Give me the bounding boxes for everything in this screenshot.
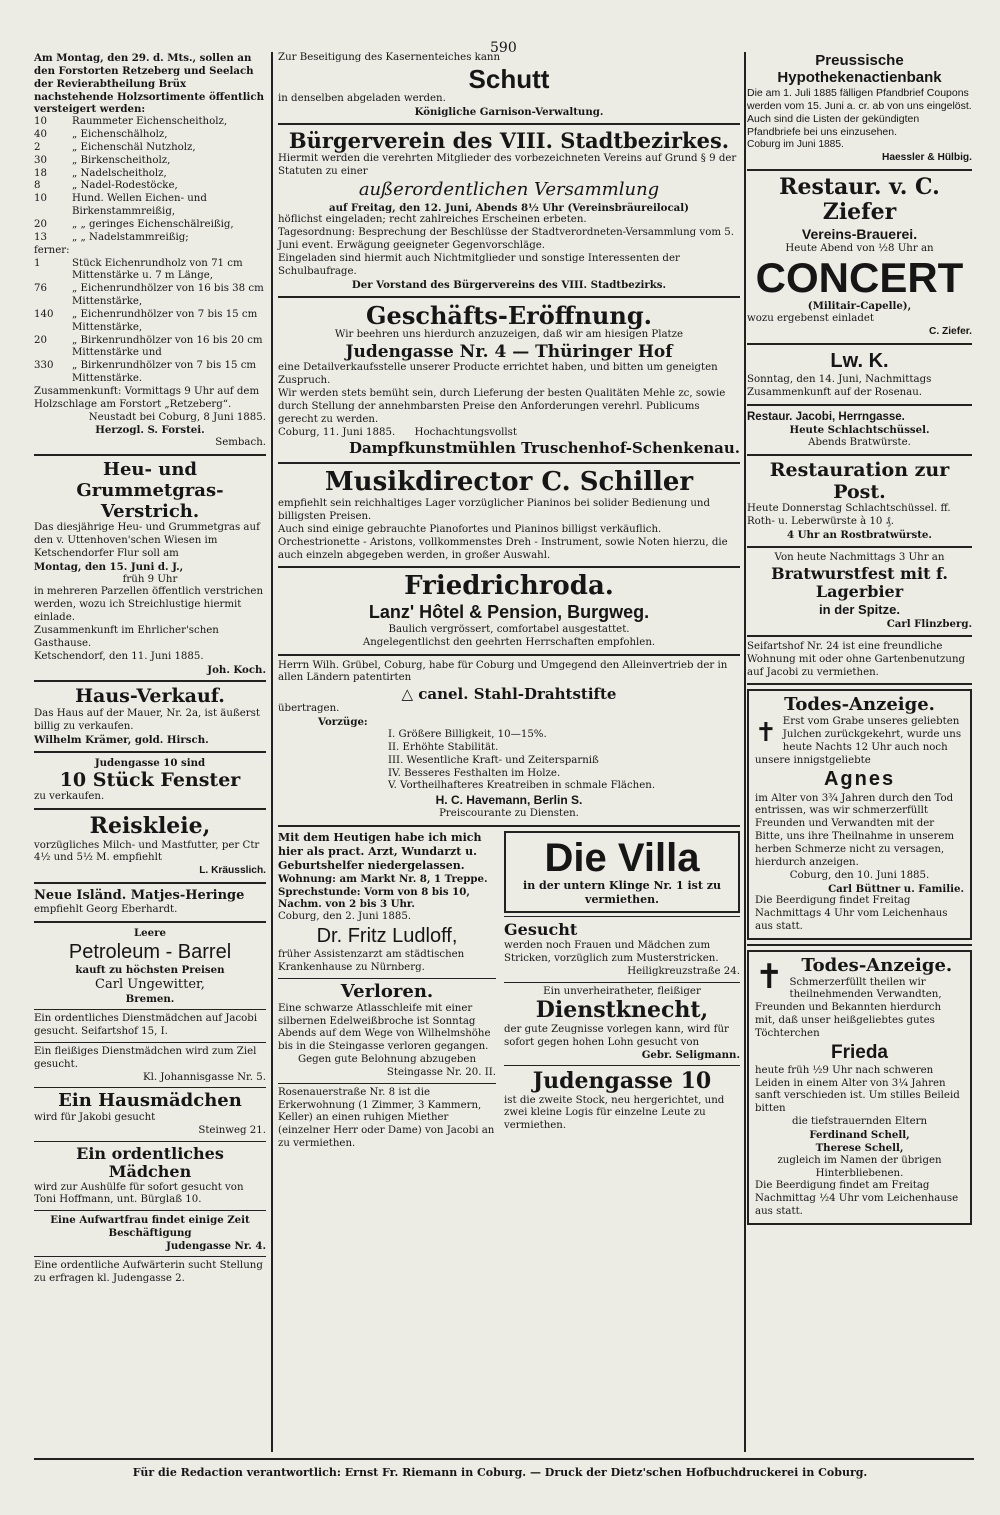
reis-title: Reiskleie, (89, 813, 211, 840)
schutt-line2: in denselben abgeladen werden. (278, 93, 446, 105)
ad-ludloff (278, 831, 496, 975)
hausmaedchen-addr: Steinweg 21. (198, 1124, 266, 1136)
divider (747, 546, 972, 548)
havemann-body: Herrn Wilh. Grübel, Coburg, habe für Coburg und Umgegend den Alleinvertrieb der in allen Ländern patentirten (278, 659, 728, 684)
divider (34, 1009, 266, 1010)
forst-item: 40 „ Eichenschälholz, (34, 129, 168, 141)
hypo-title: Preussische Hypothekenactienbank (777, 52, 942, 87)
ad-schiller (278, 468, 740, 562)
ad-matjes (34, 888, 266, 917)
schutt-sign: Königliche Garnison-Verwaltung. (414, 106, 604, 119)
post-body: Heute Donnerstag Schlachtschüssel. ff. Roth- u. Leberwürste à 10 ₰. (747, 503, 951, 528)
havemann-point: I. Größere Billigkeit, 10—15%. (388, 728, 547, 740)
petroleum-body: kauft zu höchsten Preisen (75, 964, 225, 977)
forst-item: 10 Hund. Wellen Eichen- und Birkenstammreißig, (34, 193, 207, 218)
tod2-title: Todes-Anzeige. (801, 954, 953, 976)
geschaeft-sign: Dampfkunstmühlen Truschenhof-Schenkenau. (348, 439, 740, 458)
haus-title: Haus-Verkauf. (75, 685, 225, 708)
divider (34, 680, 266, 682)
divider (278, 462, 740, 464)
spitze-sub: in der Spitze. (819, 601, 900, 617)
friedrichroda-body2: Angelegentlichst den geehrten Herrschaften empfohlen. (362, 636, 656, 648)
post-title: Restauration zur Post. (769, 458, 950, 503)
spitze-sign: Carl Flinzberg. (886, 618, 972, 631)
judengasse10-title: Judengasse 10 (532, 1068, 712, 1095)
heu-body2: in mehreren Parzellen öffentlich verstrichen werden, wozu ich Streichlustige hiermit einlade. (34, 586, 264, 624)
divider (504, 1065, 740, 1066)
ziefer-sub: Vereins-Brauerei. (801, 225, 918, 242)
small1-text: Ein ordentliches Dienstmädchen auf Jacobi gesucht. Seifartshof 15, I. (34, 1013, 258, 1038)
ad-todesanzeige-frieda (747, 950, 972, 1225)
friedrichroda-title2: Lanz' Hôtel & Pension, Burgweg. (368, 602, 650, 623)
heu-body: Das diesjährige Heu- und Grummetgras auf den v. Uttenhoven'schen Wiesen im Ketschendorfer Flur soll am (34, 522, 260, 559)
forst-place: Neustadt bei Coburg, 8 Juni 1885. (88, 411, 266, 423)
divider (278, 296, 740, 298)
forst-item: 10 Raummeter Eichenscheitholz, (34, 116, 228, 128)
tod1-sign: Carl Büttner u. Familie. (828, 882, 964, 895)
fenster-line1: Judengasse 10 sind (94, 756, 206, 769)
buerger-body3: Eingeladen sind hiermit auch Nichtmitglieder und sonstige Interessenten der Schulbaufrage. (278, 253, 680, 277)
ad-heu (34, 460, 266, 676)
hausmaedchen-title: Ein Hausmädchen (58, 1090, 242, 1112)
reis-sign: L. Kräusslich. (199, 865, 266, 877)
forst-item: 13 „ „ Nadelstammreißig; (34, 231, 189, 243)
buerger-title: Bürgerverein des VIII. Stadtbezirkes. (288, 128, 730, 154)
ad-post (747, 460, 972, 542)
ziefer-body: Heute Abend von ½8 Uhr an (785, 243, 934, 255)
heu-time: früh 9 Uhr (122, 573, 178, 585)
divider (34, 1087, 266, 1088)
ad-judengasse10 (504, 1069, 740, 1133)
column-middle (278, 52, 740, 1154)
ad-villa (504, 831, 740, 913)
hypo-body2: Auch sind die Listen der gekündigten Pfandbriefe bei uns einzusehen. (747, 112, 920, 139)
hypo-place: Coburg im Juni 1885. (747, 139, 844, 151)
ziefer-body2: wozu ergebenst einladet (747, 313, 874, 325)
haus-body: Das Haus auf der Mauer, Nr. 2a, ist äußerst billig zu verkaufen. (34, 708, 260, 733)
gesucht-body: werden noch Frauen und Mädchen zum Stricken, vorzüglich zum Musterstricken. (504, 940, 719, 964)
geschaeft-body: Wir beehren uns hierdurch anzuzeigen, daß wir am hiesigen Platze (334, 329, 684, 341)
buerger-title2: außerordentlichen Versammlung (358, 178, 660, 200)
ad-hausmaedchen (34, 1091, 266, 1137)
divider (34, 1256, 266, 1257)
column-rule (271, 52, 273, 1452)
petroleum-sign: Carl Ungewitter, (95, 976, 205, 992)
ludloff-sign2: früher Assistenzarzt am städtischen Krankenhause zu Nürnberg. (278, 949, 465, 974)
ludloff-addr: Wohnung: am Markt Nr. 8, 1 Treppe. (278, 872, 488, 885)
ad-todesanzeige-agnes (747, 689, 972, 940)
column-left (34, 52, 266, 1288)
jacobi-title: Restaur. Jacobi, Herrngasse. (747, 410, 905, 423)
divider (747, 635, 972, 637)
fenster-title: 10 Stück Fenster (59, 768, 241, 791)
gesucht-addr: Heiligkreuzstraße 24. (627, 965, 740, 977)
schutt-title: Schutt (468, 63, 550, 94)
dienstknecht-body: der gute Zeugnisse vorlegen kann, wird für sofort gegen hohen Lohn gesucht von (504, 1023, 729, 1048)
petroleum-sign2: Bremen. (125, 993, 175, 1006)
imprint-footer: Für die Redaction verantwortlich: Ernst Fr. Riemann in Coburg. — Druck der Dietz'schen Hofbuchdruckerei in Coburg. (132, 1466, 868, 1479)
ad-hypothekenbank (747, 52, 972, 165)
divider (504, 916, 740, 917)
havemann-body2: übertragen. (278, 703, 340, 715)
ordentliches-title: Ein ordentliches Mädchen (76, 1143, 224, 1182)
ad-aufwartfrau (34, 1214, 266, 1253)
petroleum-line1: Leere (134, 927, 166, 940)
forst-intro: Am Montag, den 29. d. Mts., sollen an den Forstorten Retzeberg und Seelach der Revierabtheilung Brüx nachstehende Holzsortimente öffentlich versteigert werden: (34, 52, 265, 116)
divider (34, 808, 266, 810)
aufwartfrau-addr: Judengasse Nr. 4. (166, 1239, 266, 1252)
ad-verloren (278, 982, 496, 1080)
ziefer-sign: C. Ziefer. (928, 325, 972, 337)
ad-dienstmaedchen2 (34, 1046, 266, 1085)
ad-dienstknecht (504, 986, 740, 1063)
ad-rosenau (278, 1087, 496, 1151)
divider (747, 454, 972, 456)
divider (747, 404, 972, 406)
dienstknecht-line1: Ein unverheiratheter, fleißiger (543, 985, 701, 997)
tod1-funeral: Die Beerdigung findet Freitag Nachmittags 4 Uhr vom Leichenhaus aus statt. (755, 895, 948, 933)
matjes-title: Neue Isländ. Matjes-Heringe (34, 888, 245, 904)
geschaeft-body2: eine Detailverkaufsstelle unserer Producte errichtet haben, und bitten um geneigten Zuspruch. (278, 362, 718, 387)
ad-ordentliches (34, 1145, 266, 1207)
tod2-funeral: Die Beerdigung findet am Freitag Nachmittag ½4 Uhr vom Leichenhause aus statt. (755, 1180, 959, 1218)
divider (34, 454, 266, 456)
hypo-body: Die am 1. Juli 1885 fälligen Pfandbrief Coupons werden vom 15. Juni a. cr. ab von uns eingelöst. (747, 86, 972, 112)
tod2-sign2: Therese Schell, (815, 1141, 904, 1154)
jacobi-body: Heute Schlachtschüssel. (789, 424, 930, 437)
divider (278, 566, 740, 568)
heu-title: Heu- und Grummetgras-Verstrich. (76, 459, 224, 522)
forst-item: 20 „ „ geringes Eichenschälreißig, (34, 218, 234, 230)
column-right (747, 52, 972, 1228)
divider (278, 654, 740, 656)
ludloff-sign: Dr. Fritz Ludloff, (316, 925, 458, 948)
cross-icon: ✝ (755, 956, 784, 997)
friedrichroda-title: Friedrichroda. (404, 571, 614, 602)
tod2-sign0: die tiefstrauernden Eltern (791, 1116, 928, 1128)
petroleum-title: Petroleum - Barrel (68, 941, 232, 964)
villa-title: Die Villa (544, 836, 700, 881)
dienstknecht-title: Dienstknecht, (535, 997, 709, 1024)
forst-item: 140 „ Eichenrundhölzer von 7 bis 15 cm Mittenstärke, (34, 308, 258, 333)
column-rule (744, 52, 746, 1452)
havemann-point: V. Vortheilhafteres Kreatreiben in schmale Flächen. (388, 780, 656, 792)
verloren-body: Eine schwarze Atlasschleife mit einer silbernen Edelweißbroche ist Sonntag Abends auf dem Wege von Wilhelmshöhe bis in die Steingasse verloren gegangen. (278, 1002, 491, 1053)
geschaeft-title: Geschäfts-Eröffnung. (366, 300, 652, 330)
lwk-body: Sonntag, den 14. Juni, Nachmittags Zusammenkunft auf der Rosenau. (747, 373, 932, 398)
jacobi-body2: Abends Bratwürste. (808, 436, 911, 448)
bottom-middle-right (504, 831, 740, 1154)
buerger-date: auf Freitag, den 12. Juni, Abends 8½ Uhr (Vereinsbräureilocal) (329, 201, 689, 214)
ad-gesucht (504, 920, 740, 979)
spitze-title: Bratwurstfest mit f. Lagerbier (771, 563, 948, 602)
small2-addr: Kl. Johannisgasse Nr. 5. (143, 1071, 266, 1083)
geschaeft-body3: Wir werden stets bemüht sein, durch Lieferung der besten Qualitäten Mehle zc, sowie durch Stellung der annehmbarsten Preise den Anforderungen verehrl. Publicums gerecht zu werden. (278, 388, 726, 425)
hypo-sign: Haessler & Hülbig. (881, 152, 972, 164)
cross-icon: ✝ (755, 718, 777, 749)
tod1-place: Coburg, den 10. Juni 1885. (789, 869, 930, 881)
buerger-body2: höflichst eingeladen; recht zahlreiches Erscheinen erbeten. (278, 214, 587, 226)
ad-fenster (34, 757, 266, 805)
haus-sign: Wilhelm Krämer, gold. Hirsch. (34, 733, 209, 746)
divider (278, 978, 496, 979)
aufwaerterin-text: Eine ordentliche Aufwärterin sucht Stellung zu erfragen kl. Judengasse 2. (34, 1259, 263, 1284)
buerger-body: Hiermit werden die verehrten Mitglieder des vorbezeichneten Vereins auf Grund § 9 der Statuten zu einer (278, 153, 737, 178)
schiller-body: empfiehlt sein reichhaltiges Lager vorzüglicher Pianinos bei solider Bedienung und billigsten Preisen. (278, 498, 710, 523)
ad-forst (34, 52, 266, 450)
ad-geschaeftseroeffnung (278, 302, 740, 459)
havemann-point: IV. Besseres Festhalten im Holze. (388, 767, 561, 779)
ad-friedrichroda (278, 572, 740, 649)
aufwartfrau-title: Eine Aufwartfrau findet einige Zeit Beschäftigung (50, 1214, 250, 1240)
tod2-sign3: zugleich im Namen der übrigen Hinterbliebenen. (777, 1154, 942, 1179)
tod1-body: Erst vom Grabe unseres geliebten Julchen zurückgekehrt, wurde uns heute Nachts 12 Uhr auch noch unsere innigstgeliebte (755, 716, 962, 766)
heu-meet: Zusammenkunft im Ehrlicher'schen Gasthause. (34, 624, 219, 649)
matjes-body: empfiehlt Georg Eberhardt. (34, 904, 178, 916)
divider (278, 123, 740, 125)
villa-body: in der untern Klinge Nr. 1 ist zu vermiethen. (523, 879, 721, 906)
tod2-name: Frieda (830, 1041, 889, 1063)
ludloff-title: Mit dem Heutigen habe ich mich hier als pract. Arzt, Wundarzt u. Geburtshelfer niedergelassen. (278, 831, 482, 872)
divider (747, 343, 972, 345)
divider (278, 1083, 496, 1084)
heu-sign: Joh. Koch. (207, 663, 266, 676)
divider (34, 882, 266, 884)
schiller-title: Musikdirector C. Schiller (324, 467, 694, 498)
divider (747, 944, 972, 946)
havemann-point: II. Erhöhte Stabilität. (388, 741, 499, 753)
hausmaedchen-body: wird für Jakobi gesucht (34, 1112, 156, 1124)
forst-item: 2 „ Eichenschäl Nutzholz, (34, 141, 196, 153)
ad-reiskleie (34, 814, 266, 878)
divider (34, 751, 266, 753)
ordentliches-body: wird zur Aushülfe für sofort gesucht von Toni Hoffmann, unt. Bürglaß 10. (34, 1181, 244, 1206)
divider (34, 1210, 266, 1211)
forst-item: 20 „ Birkenrundhölzer von 16 bis 20 cm Mittenstärke und (34, 334, 263, 359)
forst-item: 330 „ Birkenrundhölzer von 7 bis 15 cm Mittenstärke. (34, 360, 257, 385)
verloren-body2: Gegen gute Belohnung abzugeben (297, 1054, 477, 1066)
ziefer-sub2: (Militair-Capelle), (807, 300, 912, 313)
tod1-body2: im Alter von 3¾ Jahren durch den Tod entrissen, was wir schmerzerfüllt Freunden und Verwandten mit der Bitte, uns ihre Theilnahme in unserem herben Schmerze nicht zu versagen, hierdurch anzeigen. (755, 792, 955, 868)
geschaeft-addr: Judengasse Nr. 4 — Thüringer Hof (345, 341, 673, 362)
footer-rule (34, 1458, 974, 1460)
spitze-line1: Von heute Nachmittags 3 Uhr an (774, 552, 945, 564)
fenster-line2: zu verkaufen. (34, 791, 105, 803)
ad-petroleum (34, 927, 266, 1006)
forst-ferner: ferner: (34, 244, 70, 256)
schutt-line1: Zur Beseitigung des Kasernenteiches kann (278, 52, 501, 63)
divider (747, 169, 972, 171)
divider (747, 683, 972, 685)
ziefer-concert: CONCERT (755, 254, 964, 302)
forst-sign2: Sembach. (215, 437, 266, 449)
forst-sign: Herzogl. S. Forstei. (95, 424, 205, 437)
heu-place: Ketschendorf, den 11. Juni 1885. (34, 650, 204, 662)
ad-aufwaerterin (34, 1260, 266, 1286)
geschaeft-footer: Coburg, 11. Juni 1885. Hochachtungsvollst (278, 426, 517, 438)
ad-jacobi (747, 410, 972, 450)
ad-seifartshof (747, 641, 972, 680)
judengasse10-body: ist die zweite Stock, neu hergerichtet, und zwei kleine Logis für einzelne Leute zu vermiethen. (504, 1094, 725, 1132)
ad-havemann (278, 660, 740, 822)
buerger-agenda: Tagesordnung: Besprechung der Beschlüsse der Stadtverordneten-Versammlung vom 5. Juni event. Erwägung geeigneter Gegenvorschläge. (278, 227, 734, 252)
divider (34, 921, 266, 923)
forst-meet: Zusammenkunft: Vormittags 9 Uhr auf dem Holzschlage am Forstort „Retzeberg“. (34, 385, 260, 410)
havemann-point: III. Wesentliche Kraft- und Zeitersparniß (388, 754, 599, 766)
lwk-title: Lw. K. (830, 349, 889, 372)
post-body2: 4 Uhr an Rostbratwürste. (787, 529, 932, 542)
forst-item: 1 Stück Eichenrundholz von 71 cm Mittenstärke u. 7 m Länge, (34, 257, 243, 282)
buerger-sign: Der Vorstand des Bürgervereins des VIII. Stadtbezirks. (351, 278, 667, 291)
ad-schutt (278, 52, 740, 119)
forst-item: 18 „ Nadelscheitholz, (34, 167, 167, 179)
dienstknecht-sign: Gebr. Seligmann. (641, 1049, 740, 1062)
small2-text: Ein fleißiges Dienstmädchen wird zum Ziel gesucht. (34, 1045, 257, 1070)
havemann-lead: Vorzüge: (318, 716, 368, 729)
page-number: 590 (490, 40, 517, 56)
divider (278, 825, 740, 827)
havemann-sign: H. C. Havemann, Berlin S. (435, 793, 583, 808)
verloren-title: Verloren. (340, 980, 434, 1002)
bottom-middle-grid (278, 831, 740, 1154)
ad-dienstmaedchen1 (34, 1013, 266, 1039)
friedrichroda-body: Baulich vergrössert, comfortabel ausgestattet. (388, 623, 630, 635)
bottom-middle-left (278, 831, 496, 1154)
ad-lwk (747, 349, 972, 400)
reis-body: vorzügliches Milch- und Mastfutter, per Ctr 4½ und 5½ M. empfiehlt (34, 839, 260, 864)
schiller-body2: Auch sind einige gebrauchte Pianofortes und Pianinos billigst verkäuflich. Orchestrionette - Aristons, vollkommenstes Dreh - Instrument, sowie Noten hierzu, die auch einzeln abgegeben werden, in großer Auswahl. (278, 523, 728, 561)
ad-buergerverein (278, 129, 740, 291)
tod2-body2: heute früh ½9 Uhr nach schweren Leiden in einem Alter von 3¼ Jahren sanft verschieden ist. Um stilles Beileid bitten (755, 1064, 960, 1115)
tod1-name: Agnes (823, 768, 896, 791)
forst-item: 30 „ Birkenscheitholz, (34, 154, 171, 166)
ad-ziefer (747, 175, 972, 339)
forst-item: 76 „ Eichenrundhölzer von 16 bis 38 cm Mittenstärke, (34, 283, 264, 308)
rosenau-text: Rosenauerstraße Nr. 8 ist die Erkerwohnung (1 Zimmer, 3 Kammern, Keller) an einen ruhigen Miether (einzelner Herr oder Dame) von Jacobi an zu vermiethen. (278, 1086, 495, 1150)
ludloff-place: Coburg, den 2. Juni 1885. (278, 911, 412, 923)
ziefer-title: Restaur. v. C. Ziefer (779, 174, 940, 226)
seifartshof-text: Seifartshof Nr. 24 ist eine freundliche Wohnung mit oder ohne Gartenbenutzung auf Jacobi zu vermiethen. (747, 640, 966, 678)
heu-date: Montag, den 15. Juni d. J., (34, 560, 184, 573)
divider (504, 982, 740, 983)
havemann-sign2: Preiscourante zu Diensten. (439, 808, 579, 820)
forst-item: 8 „ Nadel-Rodestöcke, (34, 180, 178, 192)
tod1-title: Todes-Anzeige. (784, 694, 935, 716)
divider (34, 1042, 266, 1043)
havemann-title: △ canel. Stahl-Drahtstifte (401, 685, 617, 704)
verloren-addr: Steingasse Nr. 20. II. (386, 1066, 496, 1078)
tod2-body: Schmerzerfüllt theilen wir theilnehmenden Verwandten, Freunden und Bekannten hierdurch mit, daß unser heißgeliebtes gutes Töchterchen (755, 976, 942, 1039)
ludloff-hours: Sprechstunde: Vorm von 8 bis 10, Nachm. von 2 bis 3 Uhr. (278, 885, 470, 911)
ad-spitze (747, 552, 972, 631)
tod2-sign: Ferdinand Schell, (809, 1128, 910, 1141)
gesucht-title: Gesucht (504, 919, 578, 939)
divider (34, 1141, 266, 1142)
ad-hausverkauf (34, 686, 266, 746)
